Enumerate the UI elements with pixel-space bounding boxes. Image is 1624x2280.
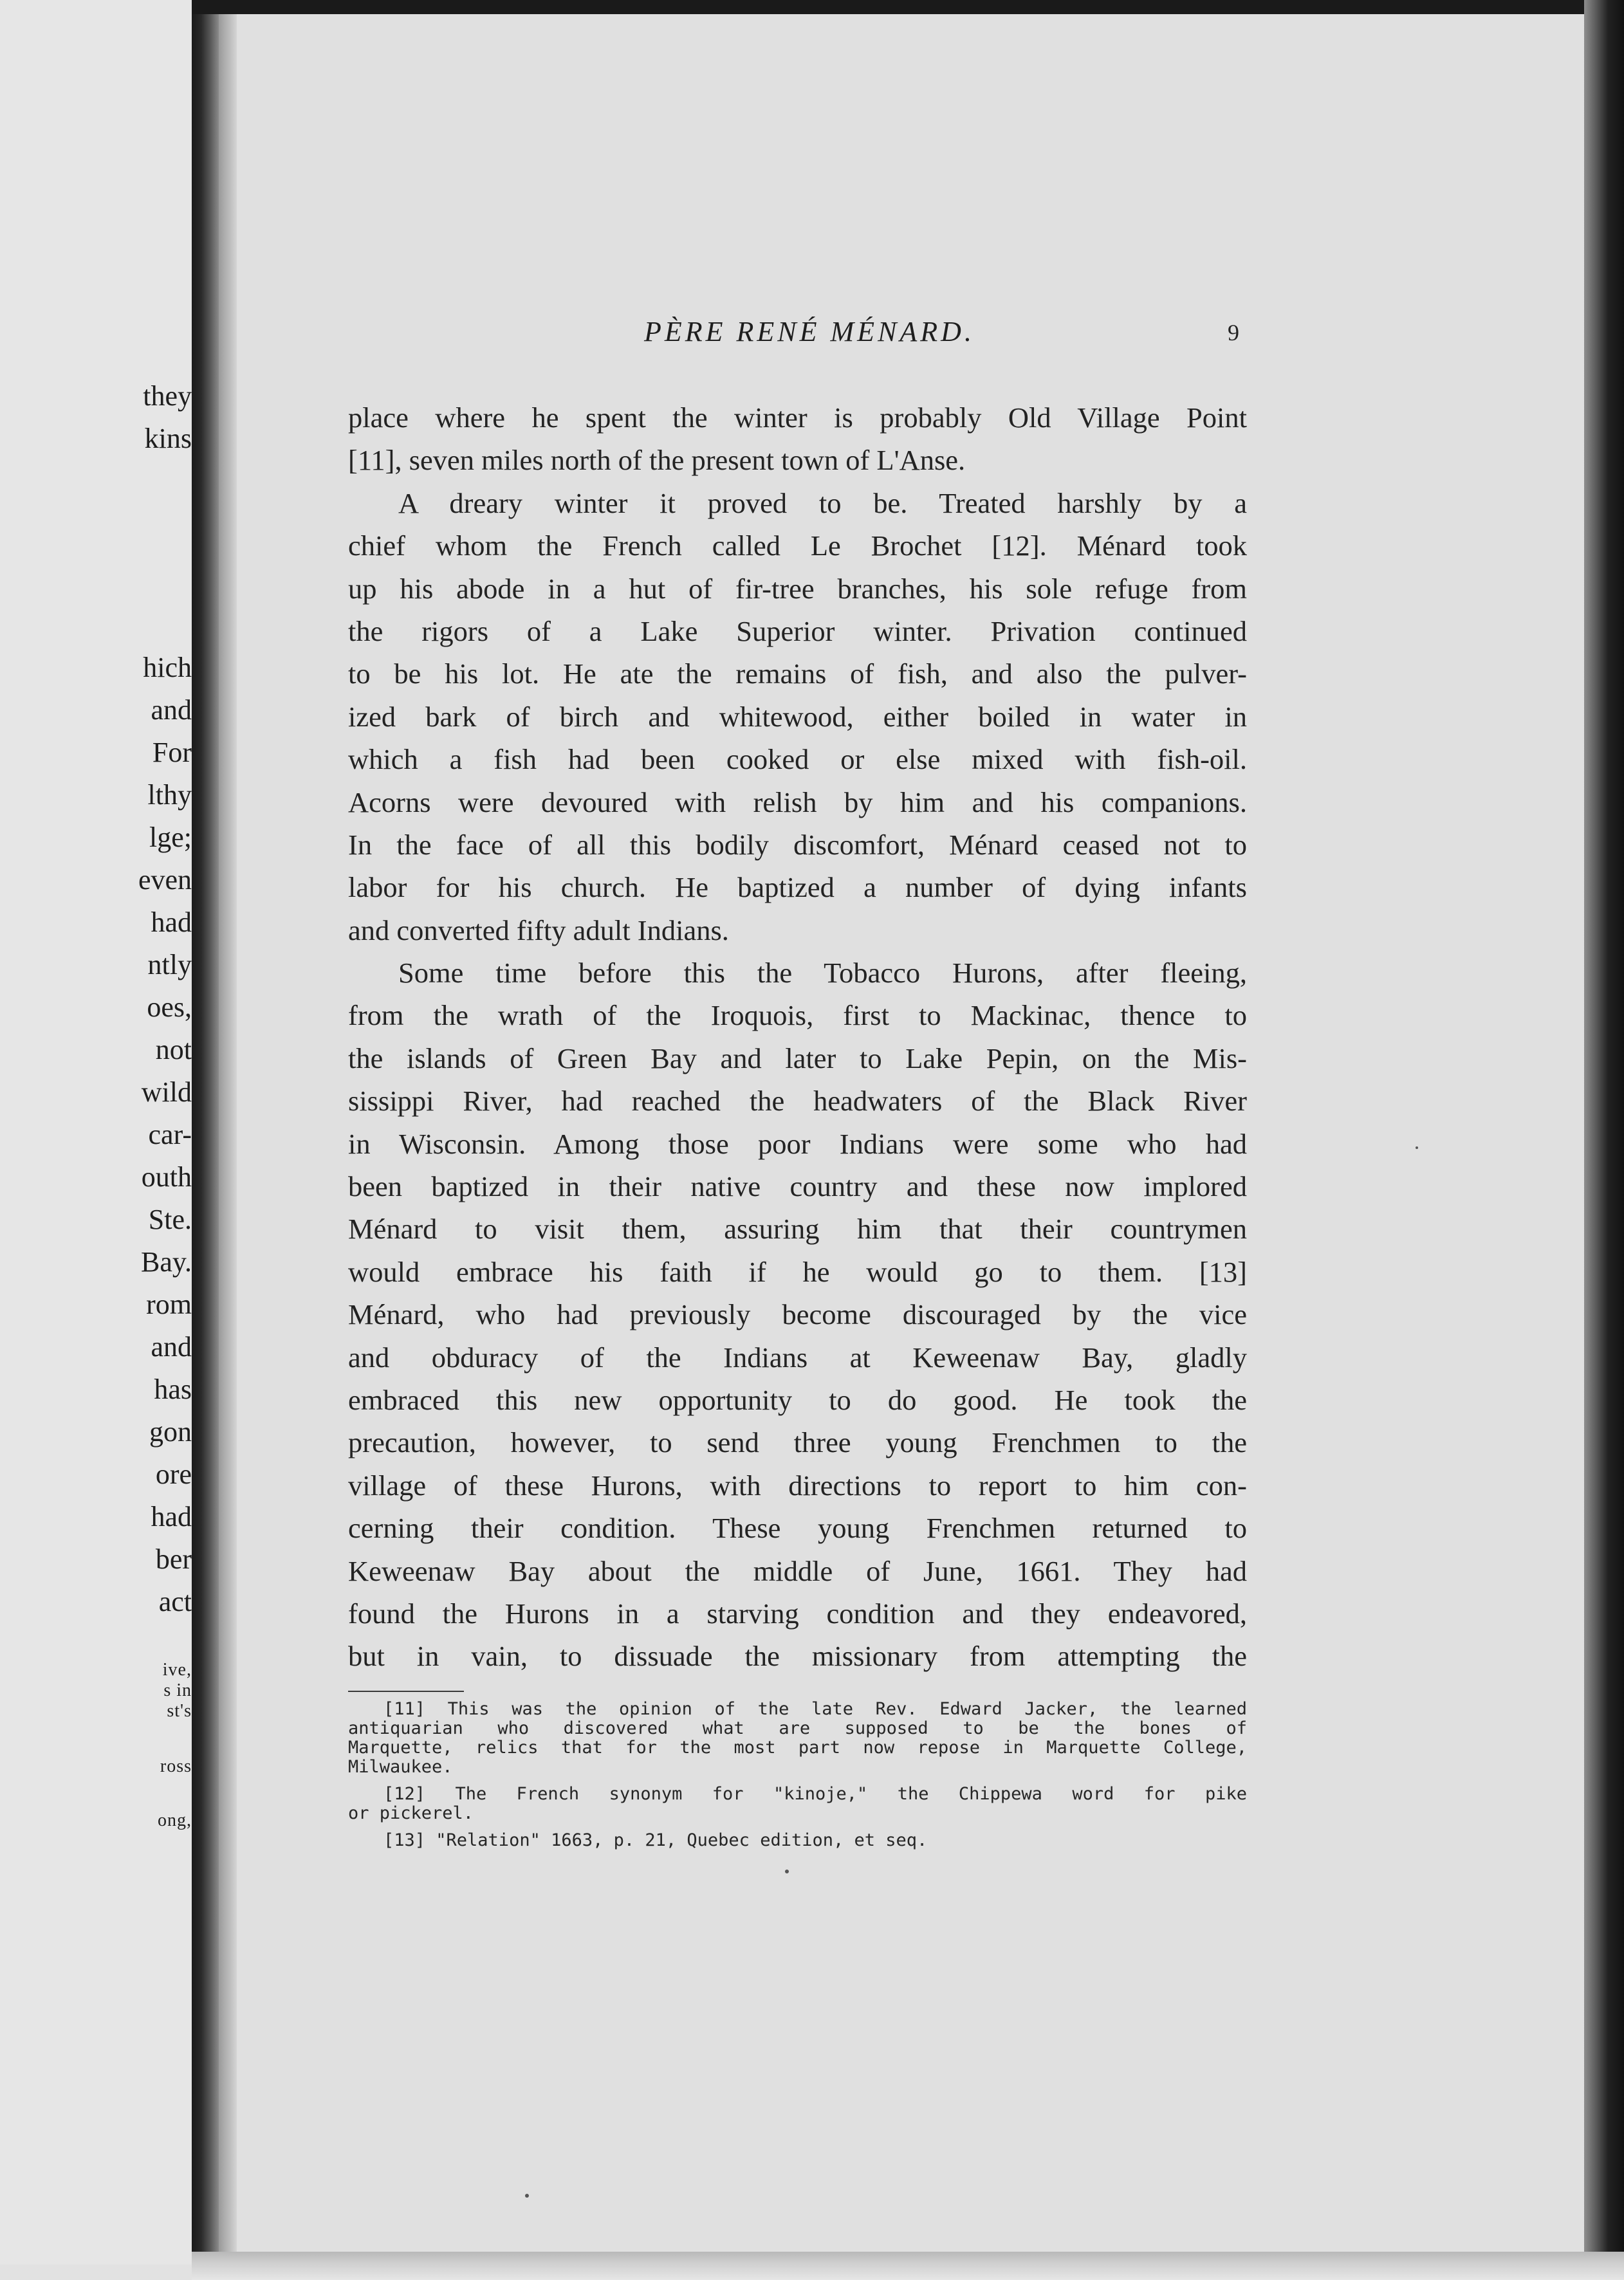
left-text-fragment: wild [141,1076,192,1108]
scan-top-border [192,0,1624,14]
text-line: Acorns were devoured with relish by him and his companions. [348,786,1247,818]
text-line: to be his lot. He ate the remains of fish, and also the pulver- [348,657,1247,690]
left-text-fragment: Bay. [140,1246,192,1278]
text-line: In the face of all this bodily discomfort, Ménard ceased not to [348,828,1247,861]
text-line: cerning their condition. These young Frenchmen returned to [348,1512,1247,1545]
left-text-fragment: Ste. [148,1204,192,1235]
left-text-fragment: even [138,864,192,896]
text-line: in Wisconsin. Among those poor Indians were some who had [348,1127,1247,1160]
text-line: but in vain, to dissuade the missionary from attempting the [348,1640,1247,1673]
left-text-fragment: rom [146,1289,192,1320]
left-text-fragment: had [151,1501,192,1532]
text-line: Keweenaw Bay about the middle of June, 1661. They had [348,1554,1247,1587]
scan-speck [1416,1146,1418,1149]
left-text-fragment: outh [141,1161,192,1193]
left-text-fragment: For [152,737,192,768]
book-page [237,14,1584,2252]
text-line: precaution, however, to send three young Frenchmen to the [348,1426,1247,1459]
footnote-11 [348,1700,1247,1777]
text-line: and converted fifty adult Indians. [348,914,729,946]
footnote-line: Milwaukee. [348,1757,453,1777]
text-line: been baptized in their native country and these now implored [348,1170,1247,1203]
left-text-fragment: kins [144,423,192,454]
footnote-line: [12] The French synonym for "kinoje," the Chippewa word for pike [383,1784,1247,1804]
text-line: up his abode in a hut of fir-tree branches, his sole refuge from [348,572,1247,605]
left-note-fragment: ong, [158,1810,192,1830]
footnotes [348,1700,1247,1858]
text-line: from the wrath of the Iroquois, first to Mackinac, thence to [348,999,1247,1032]
left-text-fragment: oes, [147,991,192,1023]
text-line: the rigors of a Lake Superior winter. Privation continued [348,614,1247,647]
left-note-fragment: st's [167,1701,192,1721]
text-line: place where he spent the winter is probably Old Village Point [348,401,1247,434]
footnote-line: Marquette, relics that for the most part now repose in Marquette College, [348,1738,1247,1758]
left-text-fragment: ber [155,1543,192,1575]
text-line: which a fish had been cooked or else mixed with fish-oil. [348,743,1247,776]
left-note-fragment: ive, [162,1660,192,1680]
text-line: found the Hurons in a starving condition and they endeavored, [348,1597,1247,1630]
text-line: would embrace his faith if he would go to them. [13] [348,1255,1247,1288]
gutter-highlight [219,0,237,2280]
left-text-fragment: car- [148,1119,192,1150]
footnote-divider [348,1691,464,1692]
page-number: 9 [1228,320,1239,345]
scan-speck [525,2194,529,2198]
text-line: chief whom the French called Le Brochet [12]. Ménard took [348,529,1247,562]
left-text-fragment: hich [143,652,192,683]
text-line: Ménard, who had previously become discouraged by the vice [348,1298,1247,1331]
footnote-line: or pickerel. [348,1803,474,1823]
text-line: A dreary winter it proved to be. Treated harshly by a [398,486,1247,519]
footnote-line: [13] "Relation" 1663, p. 21, Quebec edition, et seq. [383,1830,928,1850]
left-text-fragment: has [154,1374,192,1405]
text-line: labor for his church. He baptized a number of dying infants [348,871,1247,904]
text-line: the islands of Green Bay and later to Lake Pepin, on the Mis- [348,1042,1247,1074]
running-header [237,315,1584,360]
left-text-fragment: they [143,380,192,412]
text-line: [11], seven miles north of the present town of L'Anse. [348,444,966,477]
left-text-fragment: act [158,1586,192,1617]
text-line: village of these Hurons, with directions to report to him con- [348,1469,1247,1502]
page-bottom-edge [192,2252,1624,2280]
footnote-12 [348,1785,1247,1823]
text-line: sissippi River, had reached the headwaters of the Black River [348,1085,1247,1117]
left-text-fragment: gon [149,1416,192,1448]
body-text [348,396,1247,1678]
left-text-fragment: lthy [147,779,192,811]
text-line: Ménard to visit them, assuring him that their countrymen [348,1213,1247,1246]
left-text-fragment: and [151,694,192,726]
text-line: embraced this new opportunity to do good. He took the [348,1383,1247,1416]
left-text-fragment: not [155,1034,192,1065]
left-text-fragment: ntly [147,949,192,980]
text-line: and obduracy of the Indians at Keweenaw Bay, gladly [348,1341,1247,1374]
left-text-fragment: and [151,1331,192,1363]
text-line: ized bark of birch and whitewood, either boiled in water in [348,700,1247,733]
previous-page-fragment [0,0,192,2265]
text-line: Some time before this the Tobacco Hurons, after fleeing, [398,957,1247,989]
left-note-fragment: s in [163,1680,192,1700]
page-right-edge [1584,0,1624,2280]
left-text-fragment: ore [155,1458,192,1490]
book-spine-shadow [192,0,219,2280]
footnote-13 [348,1831,1247,1850]
left-note-fragment: ross [160,1756,192,1776]
left-text-fragment: lge; [149,822,192,853]
footnote-line: antiquarian who discovered what are supposed to be the bones of [348,1718,1247,1738]
scan-speck [785,1870,789,1873]
running-title: PÈRE RENÉ MÉNARD. [644,316,975,347]
footnote-line: [11] This was the opinion of the late Rev. Edward Jacker, the learned [383,1699,1247,1719]
left-text-fragment: had [151,906,192,938]
